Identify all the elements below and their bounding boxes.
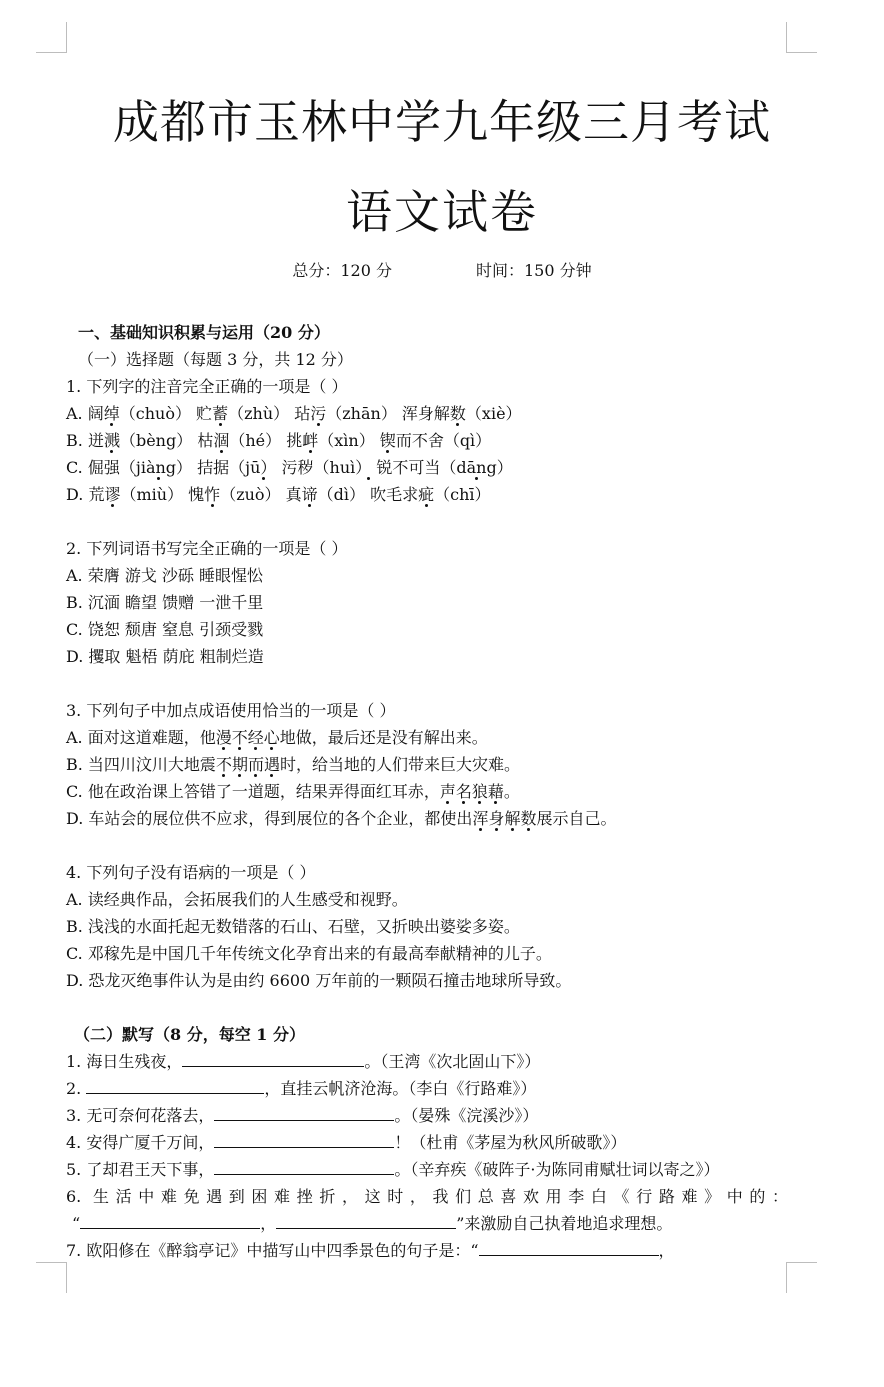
fill-item-5: 5. 了却君王天下事， 。（辛弃疾《破阵子·为陈同甫赋壮词以寄之》） — [66, 1156, 788, 1183]
fill-item-6-line2: “ ， ”来激励自己执着地追求理想。 — [66, 1210, 788, 1237]
question-1-option-c: C. 倔强（jiàng） 拮据（jū） 污秽（huì） 锐不可当（dāng） — [66, 458, 513, 477]
question-3-option-a: A. 面对这道难题，他漫不经心地做，最后还是没有解出来。 — [66, 728, 488, 747]
fill-item-6-line1: 6. 生活中难免遇到困难挫折，这时，我们总喜欢用李白《行路难》中的： — [66, 1187, 788, 1206]
exam-time: 时间：150 分钟 — [476, 261, 592, 280]
answer-blank[interactable] — [479, 1237, 659, 1256]
question-2-stem: 2. 下列词语书写完全正确的一项是（ ） — [66, 539, 348, 558]
crop-mark-top-right — [786, 22, 817, 53]
question-1-option-a: A. 阔绰（chuò） 贮蓄（zhù） 玷污（zhān） 浑身解数（xiè） — [66, 404, 522, 423]
answer-blank[interactable] — [276, 1210, 456, 1229]
fill-item-1: 1. 海日生残夜， 。（王湾《次北固山下》） — [66, 1048, 788, 1075]
question-4-option-d: D. 恐龙灭绝事件认为是由约 6600 万年前的一颗陨石撞击地球所导致。 — [66, 971, 572, 990]
question-1-option-b: B. 迸溅（bèng） 枯涸（hé） 挑衅（xìn） 锲而不舍（qì） — [66, 431, 492, 450]
question-3-stem: 3. 下列句子中加点成语使用恰当的一项是（ ） — [66, 701, 396, 720]
fill-item-4: 4. 安得广厦千万间， ！（杜甫《茅屋为秋风所破歌》） — [66, 1129, 788, 1156]
question-4-option-a: A. 读经典作品，会拓展我们的人生感受和视野。 — [66, 890, 408, 909]
fill-item-7: 7. 欧阳修在《醉翁亭记》中描写山中四季景色的句子是：“ ， — [66, 1237, 788, 1264]
question-2-option-b: B. 沉湎 瞻望 馈赠 一泄千里 — [66, 593, 264, 612]
exam-content — [66, 319, 788, 1264]
answer-blank[interactable] — [182, 1048, 364, 1067]
answer-blank[interactable] — [214, 1129, 394, 1148]
fill-item-3: 3. 无可奈何花落去， 。（晏殊《浣溪沙》） — [66, 1102, 788, 1129]
question-2-option-a: A. 荣膺 游戈 沙砾 睡眼惺忪 — [66, 566, 263, 585]
exam-subtitle: 语文试卷 — [346, 185, 538, 239]
part-heading-choice: （一）选择题（每题 3 分，共 12 分） — [78, 350, 353, 369]
question-2-option-c: C. 饶恕 颓唐 窒息 引颈受戮 — [66, 620, 264, 639]
question-3-option-c: C. 他在政治课上答错了一道题，结果弄得面红耳赤，声名狼藉。 — [66, 782, 520, 801]
fill-item-2: 2. ，直挂云帆济沧海。（李白《行路难》） — [66, 1075, 788, 1102]
question-4-option-c: C. 邓稼先是中国几千年传统文化孕育出来的有最高奉献精神的儿子。 — [66, 944, 552, 963]
question-1-option-d: D. 荒谬（miù） 愧怍（zuò） 真谛（dì） 吹毛求疵（chī） — [66, 485, 491, 504]
answer-blank[interactable] — [80, 1210, 260, 1229]
answer-blank[interactable] — [214, 1156, 394, 1175]
part-heading-dictation: （二）默写（8 分，每空 1 分） — [74, 1025, 305, 1044]
total-score: 总分：120 分 — [292, 261, 392, 280]
crop-mark-bottom-left — [36, 1262, 67, 1293]
question-4-stem: 4. 下列句子没有语病的一项是（ ） — [66, 863, 316, 882]
question-3-option-d: D. 车站会的展位供不应求，得到展位的各个企业，都使出浑身解数展示自己。 — [66, 809, 617, 828]
question-3-option-b: B. 当四川汶川大地震不期而遇时，给当地的人们带来巨大灾难。 — [66, 755, 521, 774]
crop-mark-bottom-right — [786, 1262, 817, 1293]
crop-mark-top-left — [36, 22, 67, 53]
question-4-option-b: B. 浅浅的水面托起无数错落的石山、石壁，又折映出婆娑多姿。 — [66, 917, 520, 936]
question-1-stem: 1. 下列字的注音完全正确的一项是（ ） — [66, 377, 348, 396]
answer-blank[interactable] — [86, 1075, 264, 1094]
section-heading: 一、基础知识积累与运用（20 分） — [78, 323, 330, 342]
question-2-option-d: D. 攫取 魁梧 荫庇 粗制烂造 — [66, 647, 264, 666]
exam-title: 成都市玉林中学九年级三月考试 — [113, 95, 771, 149]
answer-blank[interactable] — [214, 1102, 394, 1121]
exam-meta — [0, 260, 884, 282]
